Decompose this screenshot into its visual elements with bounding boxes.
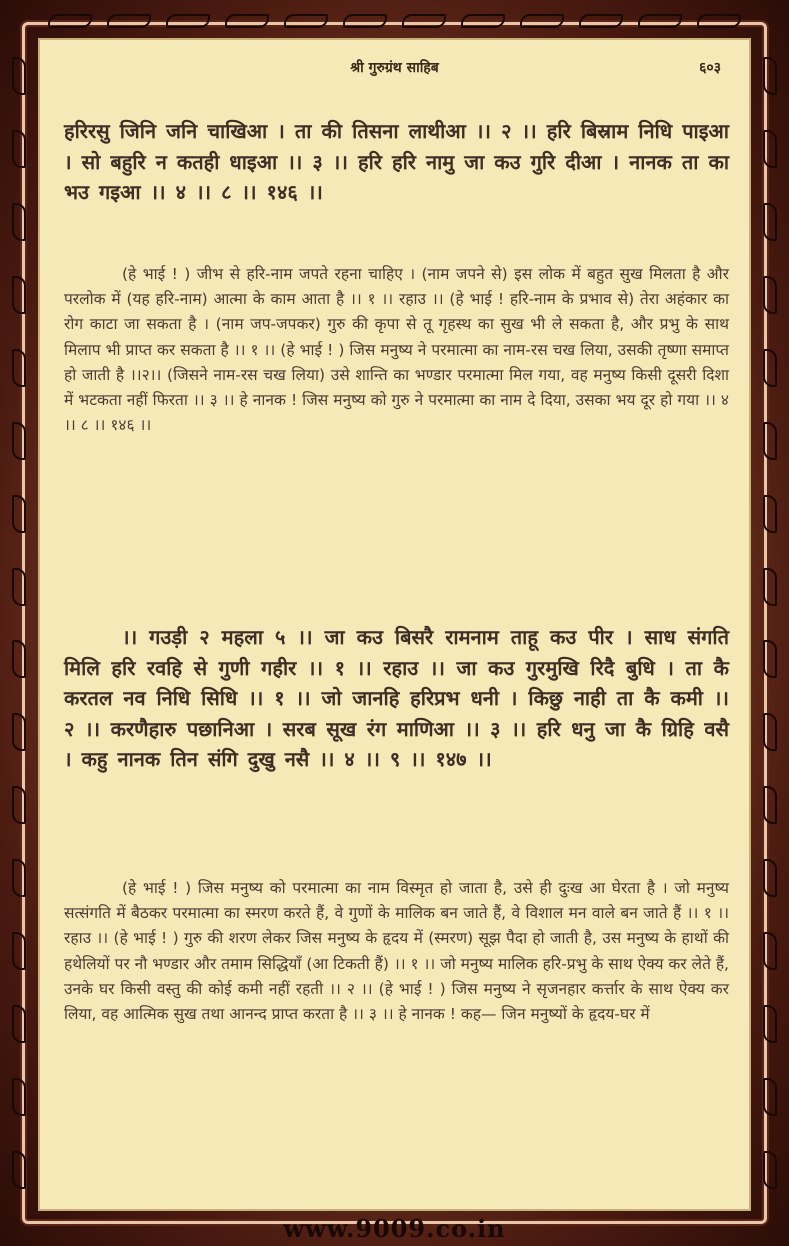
translation-2-text: (हे भाई ! ) जिस मनुष्य को परमात्मा का नाम विस्मृत हो जाता है, उसे ही दुःख आ घेरता है । जो मनुष्य सत्संगति में बैठकर परमात्मा का स्मरण करते हैं, वे गुणों के मालिक बन जाते हैं, वे विशाल मन वाले बन जाते हैं ।। १ ।। रहाउ ।। (हे भाई ! ) गुरु की शरण लेकर जिस मनुष्य के हृदय में (स्मरण) सूझ पैदा हो जाती है, उस मनुष्य के हाथों की हथेलियों पर नौ भण्डार और तमाम सिद्धियाँ (आ टिकती हैं) ।। १ ।। जो मनुष्य मालिक हरि-प्रभु के साथ ऐक्य कर लेते हैं, उनके घर किसी वस्तु की कोई कमी नहीं रहती ।। २ ।। (हे भाई ! ) जिस मनुष्य ने सृजनहार कर्त्तार के साथ ऐक्य कर लिया, वह आत्मिक सुख तथा आनन्द प्राप्त करता है ।। ३ ।। हे नानक ! कह— जिन मनुष्यों के हृदय-घर में [64, 879, 729, 1024]
website-url: www.9009.co.in [283, 1214, 506, 1243]
gurbani-verse-1: हरिरसु जिनि जनि चाखिआ । ता की तिसना लाथीआ ।। २ ।। हरि बिस्राम निधि पाइआ । सो बहुरि न कतही धाइआ ।। ३ ।। हरि हरि नामु जा कउ गुरि दीआ । नानक ता का भउ गइआ ।। ४ ।। ८ ।। १४६ ।। [64, 119, 729, 204]
page-header [40, 58, 749, 82]
left-ornament-column [8, 40, 30, 1206]
gurbani-verse-2-text: ।। गउड़ी २ महला ५ ।। जा कउ बिसरै रामनाम ताहू कउ पीर । साध संगति मिलि हरि रवहि से गुणी गहीर ।। १ ।। रहाउ ।। जा कउ गुरमुखि रिदै बुधि । ता कै करतल नव निधि सिधि ।। १ ।। जो जानहि हरिप्रभ धनी । किछु नाही ता कै कमी ।। २ ।। करणैहारु पछानिआ । सरब सूख रंग माणिआ ।। ३ ।। हरि धनु जा कै ग्रिहि वसै । कहु नानक तिन संगि दुखु नसै ।। ४ ।। ९ ।। १४७ ।। [64, 625, 729, 771]
top-ornament-row [40, 10, 749, 32]
page-title: श्री गुरुग्रंथ साहिब [350, 60, 439, 76]
right-ornament-column [759, 40, 781, 1206]
scripture-page [38, 38, 751, 1211]
translation-2 [64, 876, 729, 1027]
gurbani-verse-2 [64, 622, 729, 775]
page-number: ६०३ [699, 60, 721, 76]
translation-1 [64, 262, 729, 438]
translation-1-text: (हे भाई ! ) जीभ से हरि-नाम जपते रहना चाहिए । (नाम जपने से) इस लोक में बहुत सुख मिलता है और परलोक में (यह हरि-नाम) आत्मा के काम आता है ।। १ ।। रहाउ ।। (हे भाई ! हरि-नाम के प्रभाव से) तेरा अहंकार का रोग काटा जा सकता है । (नाम जप-जपकर) गुरु की कृपा से तू गृहस्थ का सुख भी ले सकता है, और प्रभु के साथ मिलाप भी प्राप्त कर सकता है ।। १ ।। (हे भाई ! ) जिस मनुष्य ने परमात्मा का नाम-रस चख लिया, उसकी तृष्णा समाप्त हो जाती है ।।२।। (जिसने नाम-रस चख लिया) उसे शान्ति का भण्डार परमात्मा मिल गया, वह मनुष्य किसी दूसरी दिशा में भटकता नहीं फिरता ।। ३ ।। हे नानक ! जिस मनुष्य को गुरु ने परमात्मा का नाम दे दिया, उसका भय दूर हो गया ।। ४ ।। ८ ।। १४६ ।। [64, 265, 729, 435]
